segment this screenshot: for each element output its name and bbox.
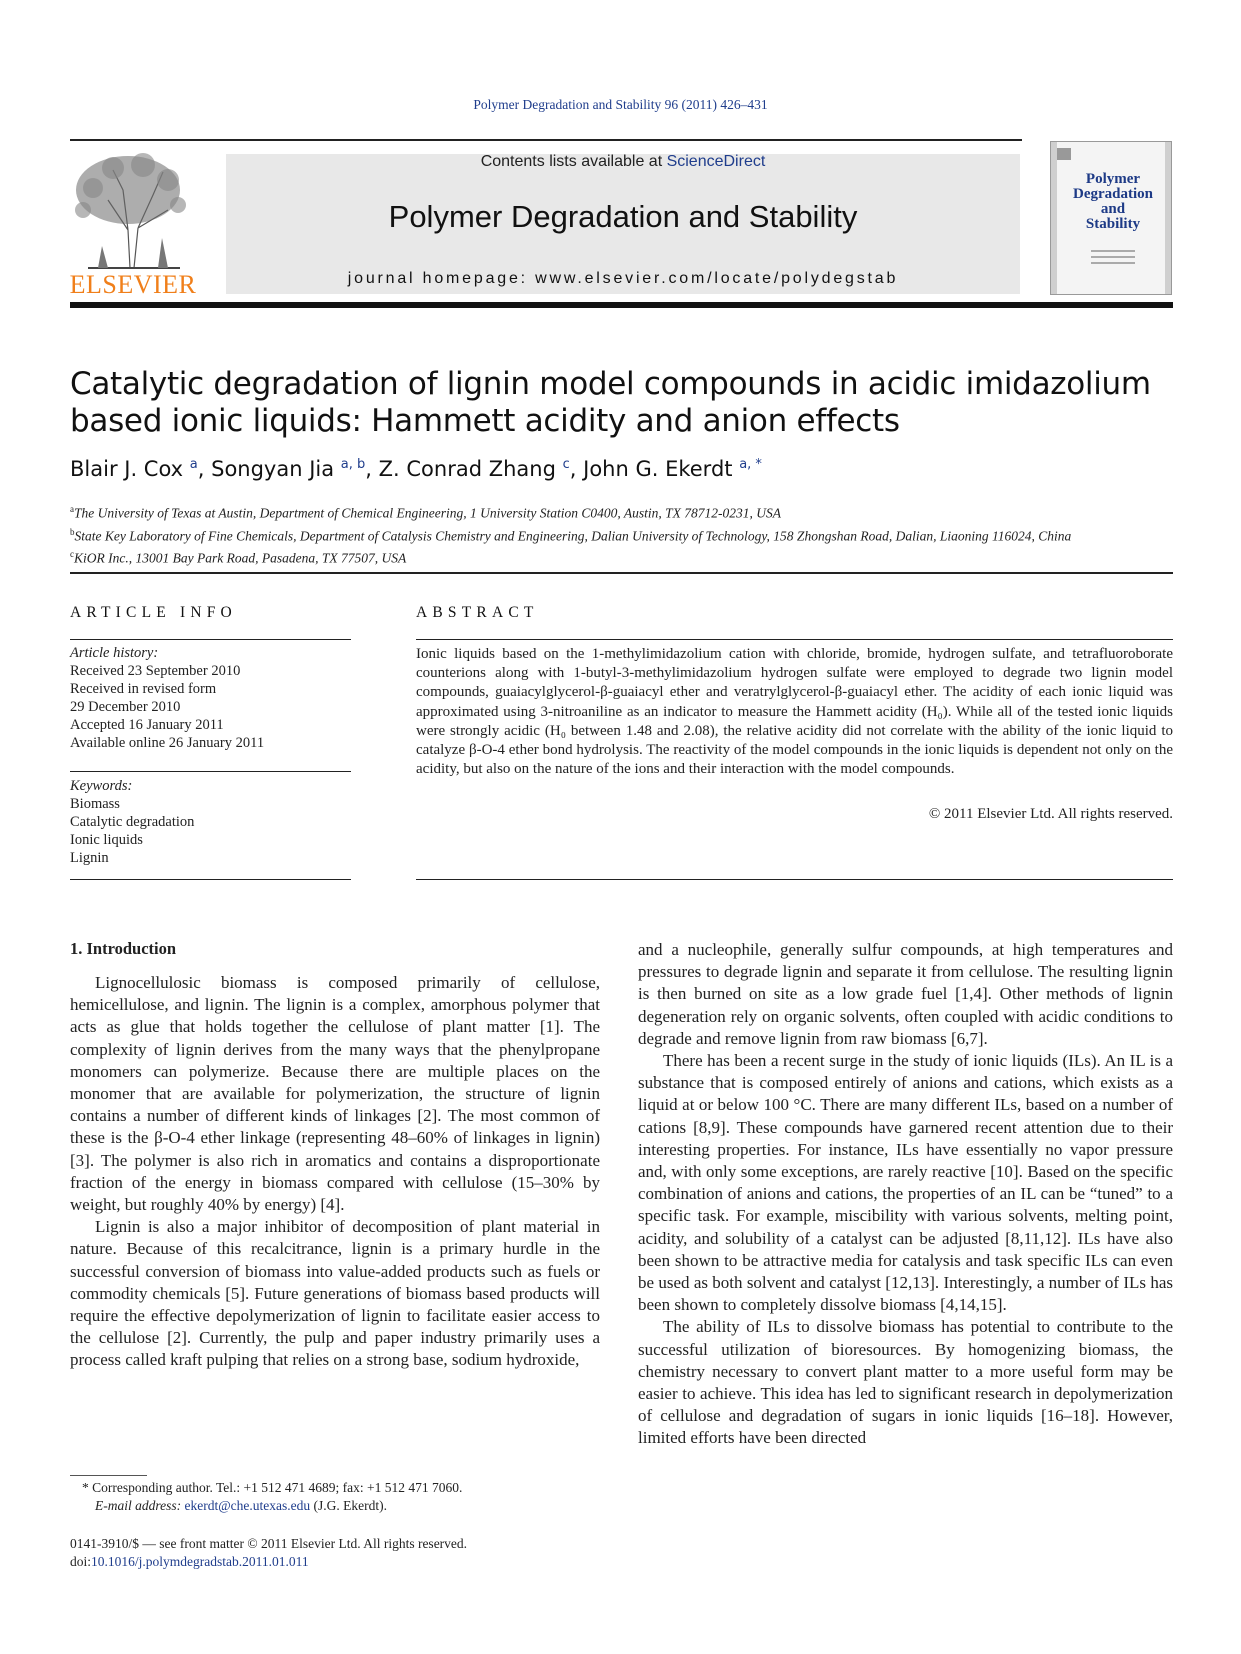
affiliation-rule — [70, 572, 1173, 574]
contents-prefix: Contents lists available at — [480, 153, 667, 170]
history-entry: 29 December 2010 — [70, 699, 181, 715]
contents-available-line — [226, 153, 1020, 171]
affiliations — [70, 500, 1180, 568]
cover-title — [1071, 172, 1155, 232]
history-label: Article history: — [70, 645, 159, 661]
footnote-rule — [70, 1475, 147, 1476]
email-suffix: (J.G. Ekerdt). — [310, 1498, 387, 1513]
keywords — [70, 777, 351, 867]
doi-line — [70, 1553, 610, 1571]
journal-cover-thumbnail[interactable] — [1050, 141, 1172, 295]
history-entry: Received 23 September 2010 — [70, 663, 241, 679]
doi-link[interactable]: 10.1016/j.polymdegradstab.2011.01.011 — [91, 1554, 309, 1569]
cover-title-line: Degradation — [1073, 186, 1153, 202]
affiliation — [70, 545, 1180, 568]
history-entry: Accepted 16 January 2011 — [70, 717, 224, 733]
article-info-rule — [70, 771, 351, 772]
running-header[interactable]: Polymer Degradation and Stability 96 (2011) 426–431 — [473, 97, 768, 112]
keyword: Lignin — [70, 850, 109, 866]
journal-homepage[interactable]: journal homepage: www.elsevier.com/locate/polydegstab — [347, 270, 899, 287]
article-info-rule — [70, 879, 351, 880]
body-paragraph: Lignocellulosic biomass is composed primarily of cellulose, hemicellulose, and lignin. The lignin is a complex, amorphous polymer that acts as glue that holds together the cellulose of plant matter [1]. The complexity of lignin derives from the many ways that the phenylpropane monomers can polymerize. Because there are multiple places on the monomer that are available for polymerization, the structure of lignin contains a number of different kinds of linkages [2]. The most common of these is the β-O-4 ether linkage (representing 48–60% of linkages in lignin) [3]. The polymer is also rich in aromatics and contains a disproportionate fraction of the energy in biomass compared with cellulose (15–30% by weight, but roughly 40% by energy) [4]. — [70, 973, 600, 1215]
author-list: Blair J. Cox $^a$, Songyan Jia $^{a, b}$, Z. Conrad Zhang $^c$, John G. Ekerdt $^{a, *}$ — [70, 457, 762, 481]
affiliation-text: KiOR Inc., 13001 Bay Park Road, Pasadena, TX 77507, USA — [74, 550, 407, 566]
author-name: Z. Conrad Zhang — [378, 457, 556, 481]
journal-title: Polymer Degradation and Stability — [388, 199, 858, 234]
cover-stripe-right — [1165, 142, 1171, 294]
body-paragraph: The ability of ILs to dissolve biomass has potential to contribute to the successful utilization of bioresources. By homogenizing biomass, the chemistry necessary to convert plant matter to a more useful form may be easier to achieve. This idea has led to significant research in depolymerization of cellulose and degradation of sugars in ionic liquids [16–18]. However, limited efforts have been directed — [638, 1317, 1173, 1448]
corresponding-line: * Corresponding author. Tel.: +1 512 471 4689; fax: +1 512 471 7060. — [82, 1480, 463, 1495]
cover-title-line: Polymer — [1085, 171, 1141, 187]
article-history — [70, 644, 351, 752]
abstract-rule — [416, 879, 1173, 880]
author-affiliation-mark[interactable]: a — [189, 457, 198, 472]
cover-publisher-icon — [1057, 148, 1071, 160]
body-column-right — [638, 939, 1173, 1450]
body-paragraph: There has been a recent surge in the study of ionic liquids (ILs). An IL is a substance that is composed entirely of anions and cations, which exists as a liquid at or below 100 °C. There are many different ILs, based on a number of cations [8,9]. These compounds have garnered recent attention due to their interesting properties. For instance, ILs have essentially no vapor pressure and, with only some exceptions, are rarely reactive [10]. Based on the specific combination of anions and cations, the properties of an IL can be “tuned” to a specific task. For example, miscibility with various solvents, melting point, acidity, and solubility of a catalyst can be adjusted [8,11,12]. ILs have also been shown to be attractive media for catalysis and task specific ILs can even be used as both solvent and catalyst [12,13]. Interestingly, a number of ILs has been shown to completely dissolve biomass [4,14,15]. — [638, 1051, 1173, 1315]
abstract-copyright: © 2011 Elsevier Ltd. All rights reserved. — [928, 806, 1173, 822]
sciencedirect-link[interactable]: ScienceDirect — [666, 153, 766, 170]
elsevier-wordmark: ELSEVIER — [69, 270, 197, 299]
keywords-label: Keywords: — [70, 778, 133, 794]
email-label: E-mail address: — [95, 1498, 185, 1513]
body-column-left — [70, 939, 600, 1372]
footer — [70, 1535, 610, 1571]
author-affiliation-mark[interactable]: c — [562, 457, 570, 472]
cover-title-line: and — [1100, 201, 1126, 217]
author-affiliation-mark[interactable]: a, * — [739, 457, 762, 472]
affiliation-mark: a — [70, 504, 74, 514]
keyword: Biomass — [70, 796, 120, 812]
history-entry: Available online 26 January 2011 — [70, 735, 265, 751]
issn-line: 0141-3910/$ — see front matter © 2011 Elsevier Ltd. All rights reserved. — [70, 1536, 468, 1551]
affiliation-mark: b — [70, 526, 75, 537]
keyword: Ionic liquids — [70, 832, 143, 848]
body-paragraph: and a nucleophile, generally sulfur compounds, at high temperatures and pressures to degrade lignin and separate it from cellulose. The resulting lignin is then burned on site as a low grade fuel [1,4]. Other methods of lignin degeneration rely on organic solvents, often coupled with acidic conditions to degrade and remove lignin from raw biomass [6,7]. — [638, 940, 1173, 1048]
section-heading: 1. Introduction — [70, 939, 177, 958]
abstract-rule — [416, 639, 1173, 640]
author-name: Songyan Jia — [211, 457, 335, 481]
author-name: John G. Ekerdt — [583, 457, 733, 481]
email-link[interactable]: ekerdt@che.utexas.edu — [184, 1498, 311, 1513]
cover-stripe-left — [1051, 142, 1057, 294]
article-title: Catalytic degradation of lignin model compounds in acidic imidazolium based ionic liquids: Hammett acidity and anion effects — [70, 366, 1151, 439]
email-line — [70, 1497, 610, 1515]
doi-prefix: doi: — [70, 1554, 92, 1569]
article-info-heading: ARTICLE INFO — [70, 604, 237, 621]
cover-title-line: Stability — [1085, 216, 1141, 232]
abstract-heading: ABSTRACT — [416, 604, 539, 621]
corresponding-author-footnote — [70, 1479, 610, 1515]
history-entry: Received in revised form — [70, 681, 217, 697]
masthead-bottom-rule — [70, 302, 1173, 308]
author-name: Blair J. Cox — [70, 457, 184, 481]
affiliation-text: State Key Laboratory of Fine Chemicals, Department of Catalysis Chemistry and Engineering, Dalian University of Technology, 158 Zhongshan Road, Dalian, Liaoning 116024, China — [74, 528, 1072, 543]
article-info-rule — [70, 639, 351, 640]
masthead-top-rule — [70, 139, 1022, 141]
keyword: Catalytic degradation — [70, 814, 195, 830]
affiliation-mark: c — [70, 549, 74, 559]
cover-fine-print — [1091, 250, 1135, 268]
author-affiliation-mark[interactable]: a, b — [340, 457, 366, 472]
abstract-text: Ionic liquids based on the 1-methylimidazolium cation with chloride, bromide, hydrogen sulfate, and tetrafluoroborate counterions along with 1-butyl-3-methylimidazolium hydrogen sulfate were employed to degrade two lignin model compounds, guaiacylglycerol-β-guaiacyl ether and veratrylglycerol-β-guaiacyl ether. The acidity of each ionic liquid was approximated using 3-nitroaniline as an indicator to measure the Hammett acidity (H₀). While all of the tested ionic liquids were strongly acidic (H₀ between 1.48 and 2.08), the relative acidity did not correlate with the ability of the ionic liquid to catalyze β-O-4 ether bond hydrolysis. The reactivity of the model compounds in the ionic liquids is dependent not only on the acidity, but also on the nature of the ions and their interaction with the model compounds. — [416, 646, 1173, 778]
affiliation-text: The University of Texas at Austin, Department of Chemical Engineering, 1 University Station C0400, Austin, TX 78712-0231, USA — [74, 505, 781, 521]
affiliation — [70, 523, 1180, 546]
affiliation — [70, 500, 1180, 523]
body-paragraph: Lignin is also a major inhibitor of decomposition of plant material in nature. Because of this recalcitrance, lignin is a primary hurdle in the successful conversion of biomass into value-added products such as fuels or commodity chemicals [5]. Future generations of biomass based products will require the effective depolymerization of lignin to facilitate easier access to the cellulose [2]. Currently, the pulp and paper industry primarily uses a process called kraft pulping that relies on a strong base, sodium hydroxide, — [70, 1217, 600, 1370]
